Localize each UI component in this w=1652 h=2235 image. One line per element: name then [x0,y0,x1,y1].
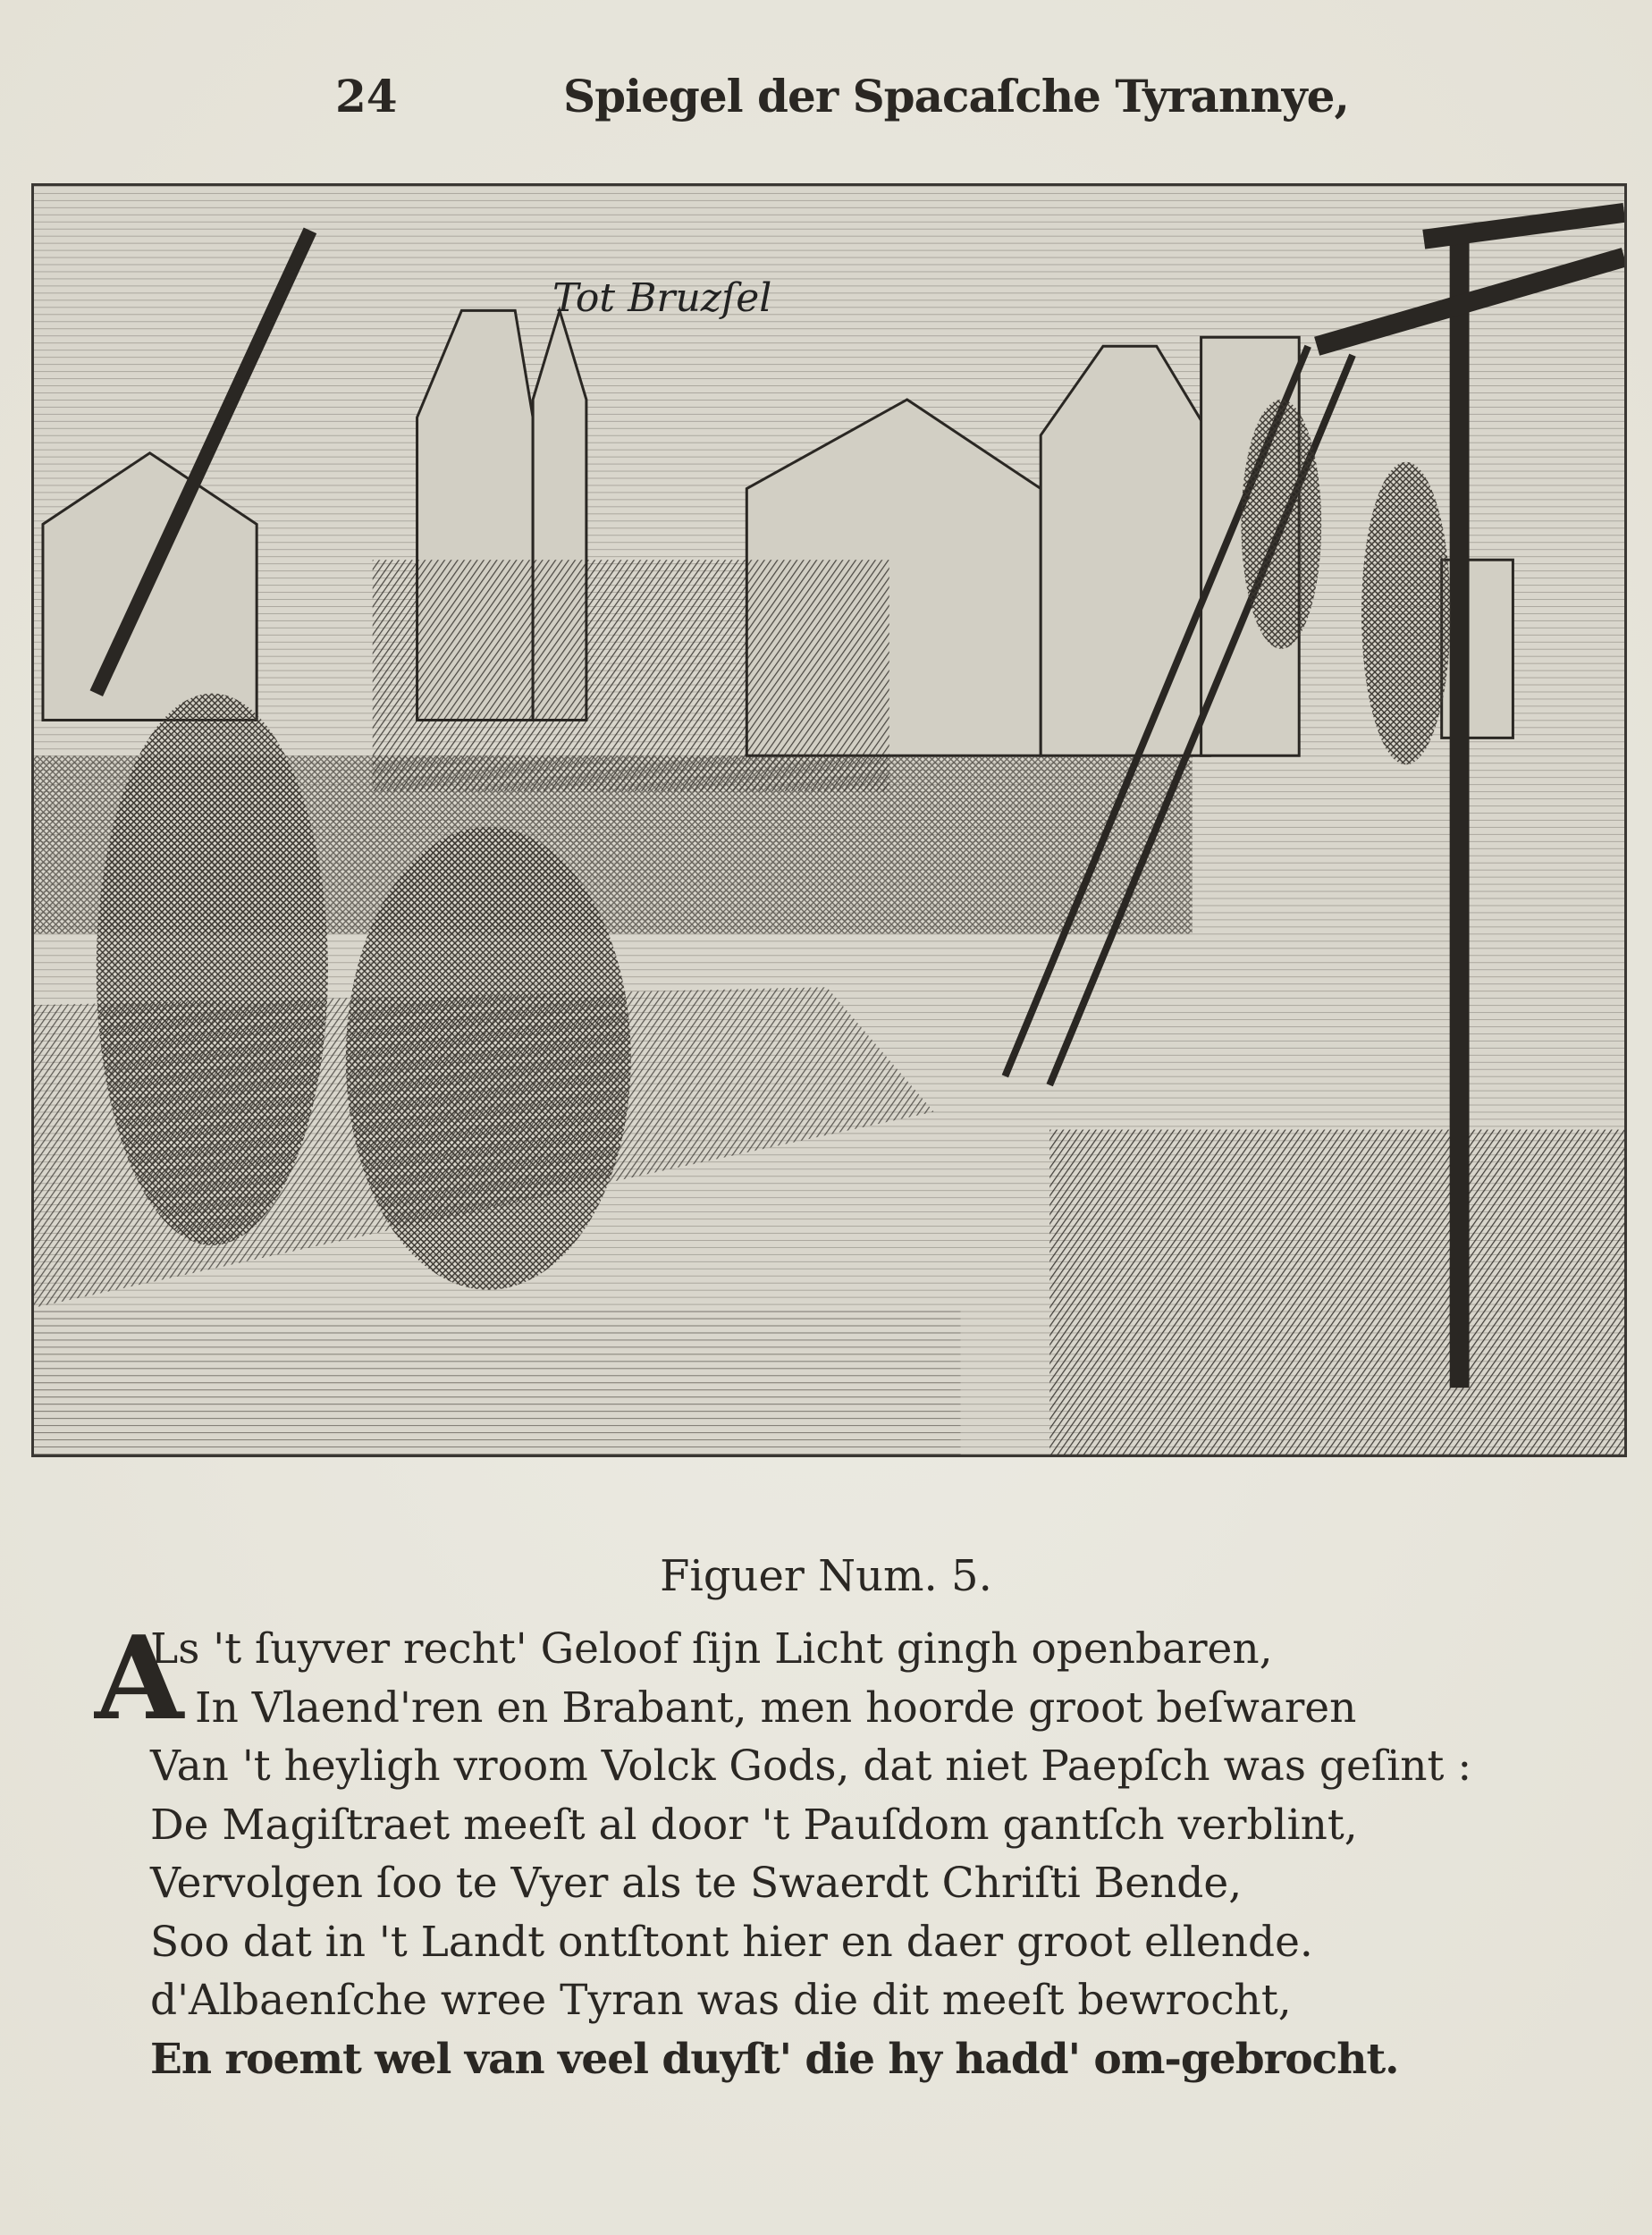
engraving-illustration [31,183,1627,1457]
page-number: 24 [335,70,398,122]
place-label: Tot Bruzſel [552,275,772,321]
foreground-spectators [1049,1130,1624,1455]
figure-caption: Figuer Num. 5. [660,1551,992,1601]
verse-line: Vervolgen ſoo te Vyer als te Swaerdt Chriſti Bende, [150,1859,1243,1908]
running-title: Spiegel der Spacaſche Tyrannye, [563,70,1349,122]
verse-line: d'Albaenſche wree Tyran was die dit meeſt bewrocht, [150,1976,1292,2025]
verse-text [95,1612,1472,2088]
execution-scene-image [34,186,1624,1455]
verse-line: In Vlaend'ren en Brabant, men hoorde groot beſwaren [195,1683,1357,1733]
verse-line: En roemt wel van veel duyſt' die hy hadd' om-gebrocht. [150,2034,1399,2084]
verse-line: De Magiſtraet meeſt al door 't Pauſdom gantſch verblint, [150,1800,1358,1850]
verse-line: Ls 't ſuyver recht' Geloof ſijn Licht gingh openbaren, [150,1624,1273,1674]
page-header [0,63,1652,134]
hanged-figure [1361,462,1451,765]
drop-cap: A [95,1612,184,1746]
verse-line: Soo dat in 't Landt ontſtont hier en daer groot ellende. [150,1917,1313,1967]
executioner-figure [97,694,328,1245]
verse-line: Van 't heyligh vroom Volck Gods, dat niet Paepſch was geſint : [150,1742,1472,1791]
executioner-on-ladder [1241,400,1321,649]
kneeling-victim [346,827,631,1290]
